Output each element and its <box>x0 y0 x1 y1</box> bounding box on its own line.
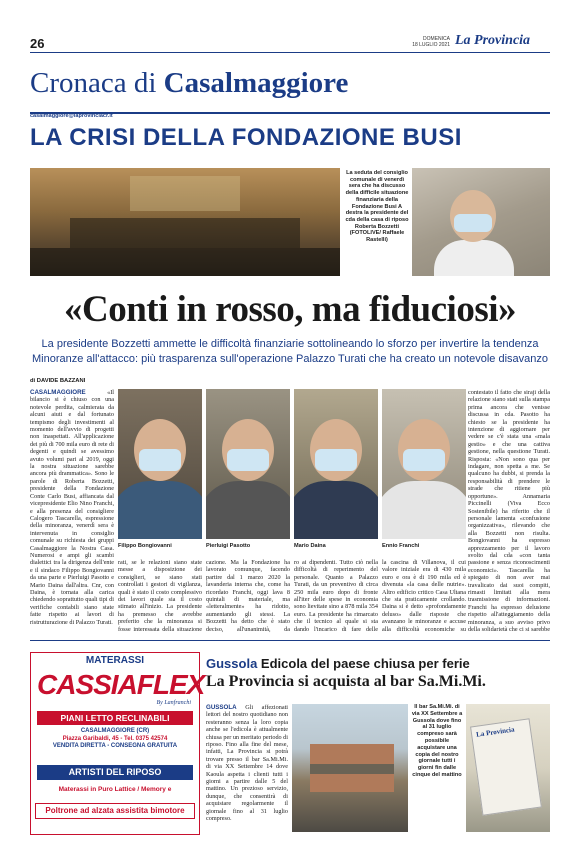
article-column-4: ro ai dipendenti. Tutto ciò nella difficoltà di reperimento del personale. Quanto a Palazzo Turati, da un preventivo di circa 250 mila euro dopo di fronte all'iter delle spese in economia sono lievitate sino a 878 mila 354 euro. La presidente ha rimarcato che il tecnico al quale si sta dando l'incarico di fare delle <box>294 559 378 633</box>
ad-top-label: MATERASSI <box>31 653 199 666</box>
bozzetti-photo <box>412 168 550 276</box>
gussola-caption: Il bar Sa.Mi.Mi. di via XX Settembre a Gussola dove fino al 31 luglio compreso sarà possibile acquistare una copia del nostro giornale tutti i giorni fin dalle cinque del mattino <box>411 704 463 778</box>
gussola-place: Gussola <box>206 656 258 671</box>
ad-address-block <box>31 728 199 751</box>
ad-city: CASALMAGGIORE (CR) <box>80 728 150 734</box>
advertisement[interactable] <box>30 652 205 835</box>
gussola-title-2: La Provincia si acquista al bar Sa.Mi.Mi. <box>206 673 486 690</box>
issue-day: DOMENICA <box>423 36 450 42</box>
page-number: 26 <box>30 36 45 51</box>
portrait-bongiovanni <box>118 389 202 539</box>
portrait-name-2: Pierluigi Pasotto <box>206 543 251 549</box>
column-1-text: «Il bilancio si è chiuso con una notevole perdita, calmierata da alcuni aiuti e dal fortunato tempismo degli investimenti al momento dell'avvio di progetti non inaspettati. All'applicazione dei più di 700 mila euro di rete di degenti e quindi se avessimo avuto volumi pari al 2019, oggi la nostra situazione sarebbe ancora più drammatica». Sono le parole di Roberta Bozzetti, presidente della Fondazione Conte Carlo Busi, affiancata dal vicepresidente Elio Nino Franchi, e alla presenza del consigliere Calogero Tascarella, espressione della minoranza, venerdì sera è intervenuta in consiglio comunale su richiesta dei gruppi Casalmaggiore la Nostra Casa. Numerosi e ampi gli scambi dialettici tra la dirigenza dell'ente e il sindaco Filippo Bongiovanni da una parte e Pierluigi Pasotto e Mario Daina dall'altra. Cnr, con Daina, è tornata alla carica chiedendo soprattutto quali tipi di verifiche contabili siano state fatte rispetto ai lavori di ristrutturazione di Palazzo Turati. <box>30 389 114 626</box>
gussola-dateline: GUSSOLA <box>206 704 237 711</box>
newspaper-photo <box>466 704 550 832</box>
portrait-name-4: Ennio Franchi <box>382 543 420 549</box>
ad-by-line: By Lanfranchi <box>156 700 191 706</box>
kicker-headline: LA CRISI DELLA FONDAZIONE BUSI <box>30 124 462 151</box>
section-title <box>30 67 348 100</box>
main-title: «Conti in rosso, ma fiduciosi» <box>63 289 517 330</box>
ad-line-3: Materassi in Puro Lattice / Memory e <box>58 786 172 793</box>
portrait-name-3: Mario Daina <box>294 543 326 549</box>
section-place: Casalmaggiore <box>163 67 349 99</box>
gussola-title-1: Edicola del paese chiusa per ferie <box>260 656 470 671</box>
ad-address: Piazza Garibaldi, 45 - Tel. 0375 42574 <box>62 735 168 742</box>
ad-brand-logo: CASSIAFLEX <box>37 669 205 700</box>
ad-bottom-box: Poltrone ad alzata assistita bimotore <box>35 803 195 819</box>
gussola-body: Gli affezionati lettori del nostro quotidiano non resteranno senza la loro copia anche se l'edicola è attualmente chiusa per un meritato periodo di riposo. Fino alla fine del mese, infatti, La Provincia si potrà trovare presso il bar Sa.Mi.Mi. di via XX Settembre 14 dove Kaoula aspetta i clienti tutti i giorni a partire dalle 5 del mattino. Un prezioso servizio, dunque, che consentirà di acquistare regolarmente il giornale fino al 31 luglio compreso. <box>206 704 288 823</box>
portrait-pasotto <box>206 389 290 539</box>
portrait-name-1: Filippo Bongiovanni <box>118 543 172 549</box>
issue-date-text: 18 LUGLIO 2021 <box>412 42 450 48</box>
section-email-bar <box>30 104 550 119</box>
ad-banner-2: ARTISTI DEL RIPOSO <box>37 765 193 780</box>
gussola-title <box>206 656 470 671</box>
newspaper-label: La Provincia <box>475 725 515 739</box>
ad-banner-1: PIANI LETTO RECLINABILI <box>37 711 193 725</box>
subtitle-2: Minoranze all'attacco: più trasparenza sull'operazione Palazzo Turati che ha creato un notevole disavanzo <box>31 353 548 365</box>
dateline: CASALMAGGIORE <box>30 389 86 396</box>
gussola-article-text <box>206 704 288 834</box>
council-meeting-photo <box>30 168 340 276</box>
section-prefix: Cronaca di <box>30 67 157 99</box>
article-column-3: cazione. Ma la Fondazione ha lavorato comunque, facendo partire dal 1 marzo 2020 la lavanderia interna che, come ha ricordato Franchi, oggi lava 8 quintali di materiale, ma «letteralmente» ha ridotto, aumentando gli stessi. La Bozzetti ha detto che è stato deciso, all'unanimità, da <box>206 559 290 633</box>
section-email: casalmaggiore@laprovinciacr.it <box>30 113 113 119</box>
subtitle-1: La presidente Bozzetti ammette le difficoltà finanziarie sottolineando lo sforzo per invertire la tendenza <box>41 338 539 350</box>
ad-sales: VENDITA DIRETTA - CONSEGNA GRATUITA <box>52 743 178 749</box>
article-column-2: rati, se le relazioni siano state messe a disposizione dei consiglieri, se siano stati controllati i gestori di vigilanza, quali è stato il costo complessivo dei lavori quale sia il costo stimato all'inizio. La presidente ha premesso che avrebbe preferito che la minoranza si fosse interessata della situazione <box>118 559 202 633</box>
article-column-1 <box>30 389 114 633</box>
photo-caption: La seduta del consiglio comunale di venerdì sera che ha discusso della difficile situazione finanziaria della Fondazione Busi A destra la presidente del cda della casa di riposo Roberta Bozzetti (FOTOLIVE/ Raffaele Rastelli) <box>345 170 409 244</box>
masthead-logo: La Provincia <box>455 33 531 48</box>
portrait-franchi <box>382 389 466 539</box>
article-column-6: contestato il fatto che siraji della relazione siano stati sulla stampa prima ancora che venisse discussa in cda. Pasotto ha chiesto se la presidente ha intenzione di aggiornare per vedere se c'è stata una «mala gestio» e che una cattiva gestione, nella questione Turati. Risposta: «Non sono qua per indagare, non spetta a me. Se qualcuno ha dubbi, si prenda la responsabilità di prendere le strade che ritiene più opportune». Annamaria Piccinelli (Viva Ecco Sostenibile) ha riferito che il personale lamenta «confusione organizzativa», rilevando che alla Bozzetti non risulta. Bongiovanni ha espresso apprezzamento per il lavoro svolto dal cda «con tanta passione e senza riconoscimenti economici». Tascarella ha spiegato di non aver mai travalicato dai suoi compiti, rimasti limitati alla mera trasmissione di informazioni. Franchi ha espresso delusione rispetto all'atteggiamento della minoranza, a suo avviso privo della solidarietà che ci si sarebbe <box>468 389 550 633</box>
byline: di DAVIDE BAZZANI <box>30 378 86 384</box>
section-divider <box>30 640 550 641</box>
issue-date <box>400 36 450 48</box>
portrait-daina <box>294 389 378 539</box>
header-divider <box>30 52 550 53</box>
article-column-5: la cascina di Villanova, il cui valore iniziale era di 430 mila euro e ora è di 190 mila ed è divenuta «la casa delle nutrie». Altro edificio critico Casa Ultana che sta praticamente crollando. Daina si è detto «profondamente deluso» dalle risposte che avanzano le minoranze e accuse alla difficoltà economiche su <box>382 559 466 633</box>
bar-photo <box>292 704 408 832</box>
